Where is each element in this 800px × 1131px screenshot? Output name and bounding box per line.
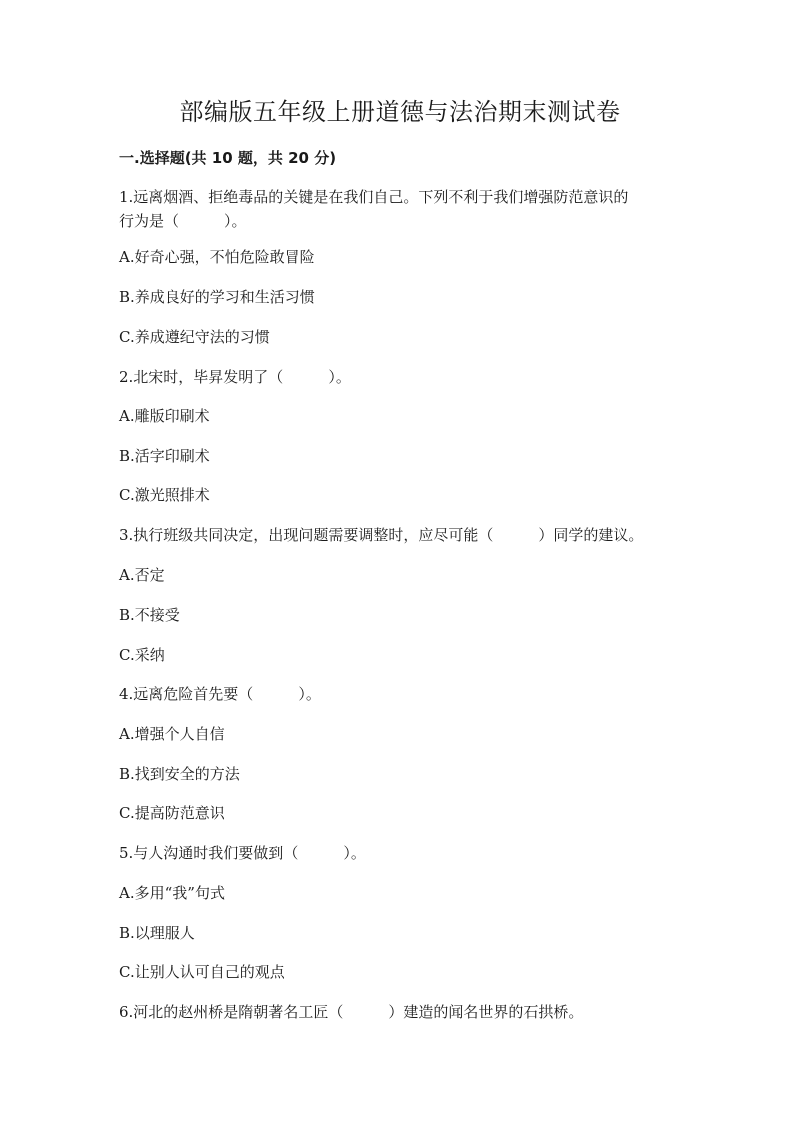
question-4-option-a: A.增强个人自信 bbox=[119, 725, 225, 743]
question-3-option-b: B.不接受 bbox=[119, 606, 180, 624]
question-5-option-a: A.多用“我”句式 bbox=[119, 884, 225, 902]
question-4-stem: 4.远离危险首先要（ ）。 bbox=[119, 685, 321, 703]
question-3-option-a: A.否定 bbox=[119, 566, 165, 584]
question-6-stem: 6.河北的赵州桥是隋朝著名工匠（ ）建造的闻名世界的石拱桥。 bbox=[119, 1003, 584, 1021]
question-2-option-a: A.雕版印刷术 bbox=[119, 407, 210, 425]
question-3-stem: 3.执行班级共同决定，出现问题需要调整时，应尽可能（ ）同学的建议。 bbox=[119, 526, 644, 544]
question-1-stem-line-2: 行为是（ ）。 bbox=[119, 212, 247, 230]
question-1-option-c: C.养成遵纪守法的习惯 bbox=[119, 328, 270, 346]
question-5-option-b: B.以理服人 bbox=[119, 924, 195, 942]
question-5-stem: 5.与人沟通时我们要做到（ ）。 bbox=[119, 844, 366, 862]
question-5-option-c: C.让别人认可自己的观点 bbox=[119, 963, 285, 981]
question-4-option-c: C.提高防范意识 bbox=[119, 804, 225, 822]
question-3-option-c: C.采纳 bbox=[119, 646, 165, 664]
question-2-option-c: C.激光照排术 bbox=[119, 486, 210, 504]
question-1-option-a: A.好奇心强，不怕危险敢冒险 bbox=[119, 248, 315, 266]
question-2-stem: 2.北宋时，毕昇发明了（ ）。 bbox=[119, 368, 351, 386]
page-title: 部编版五年级上册道德与法治期末测试卷 bbox=[179, 98, 621, 126]
question-2-option-b: B.活字印刷术 bbox=[119, 447, 210, 465]
section-heading: 一.选择题(共 10 题，共 20 分) bbox=[119, 149, 337, 167]
question-1-stem-line-1: 1.远离烟酒、拒绝毒品的关键是在我们自己。下列不利于我们增强防范意识的 bbox=[119, 188, 629, 206]
question-1-option-b: B.养成良好的学习和生活习惯 bbox=[119, 288, 315, 306]
question-4-option-b: B.找到安全的方法 bbox=[119, 765, 240, 783]
